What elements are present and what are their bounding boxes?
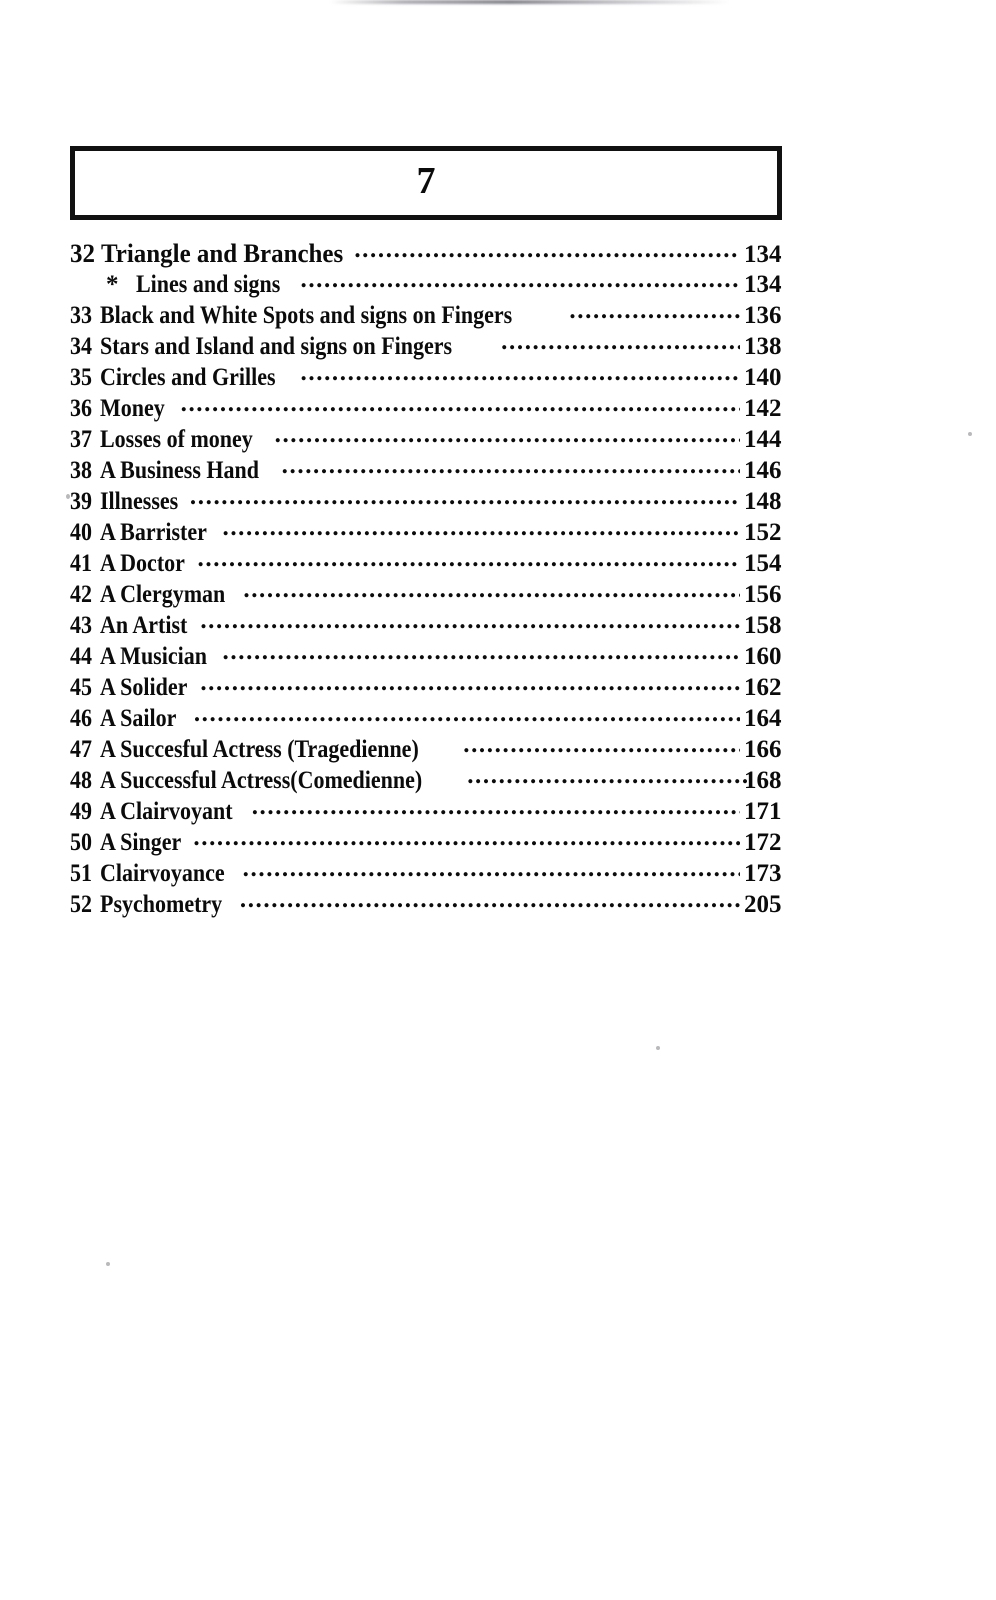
toc-entry[interactable] — [70, 732, 800, 763]
toc-entry-number: 49 — [70, 798, 92, 825]
toc-entry-page-number: 144 — [744, 426, 782, 453]
toc-entry-title: A Singer — [100, 829, 182, 856]
toc-entry-page-number: 140 — [744, 364, 782, 391]
toc-entry-title: A Business Hand — [100, 457, 259, 484]
toc-dot-leader — [222, 515, 740, 540]
toc-entry-number: 32 — [70, 239, 95, 268]
toc-dot-leader — [300, 267, 740, 292]
toc-entry-page-number: 134 — [744, 271, 782, 298]
toc-entry-title: Psychometry — [100, 891, 223, 918]
toc-entry-page-number: 160 — [744, 643, 782, 670]
toc-entry-title: Clairvoyance — [100, 860, 225, 887]
toc-entry-page-number: 138 — [744, 333, 782, 360]
scan-speck — [656, 1046, 660, 1050]
toc-dot-leader — [301, 360, 740, 385]
toc-dot-leader — [240, 887, 740, 912]
toc-dot-leader — [181, 391, 740, 416]
page-number: 7 — [416, 160, 436, 202]
toc-entry-page-number: 168 — [744, 767, 782, 794]
toc-entry-number: 48 — [70, 767, 92, 794]
toc-entry-number: 45 — [70, 674, 92, 701]
toc-dot-leader — [243, 856, 740, 881]
toc-entry-title: A Barrister — [100, 519, 207, 546]
toc-entry-number: 38 — [70, 457, 92, 484]
toc-entry-title: Circles and Grilles — [100, 364, 276, 391]
toc-entry[interactable] — [70, 422, 800, 453]
toc-dot-leader — [463, 732, 740, 757]
toc-dot-leader — [223, 639, 740, 664]
toc-entry-page-number: 134 — [744, 241, 782, 268]
toc-entry[interactable] — [70, 515, 800, 546]
toc-entry-title: Losses of money — [100, 426, 253, 453]
toc-entry-title: Illnesses — [100, 488, 179, 515]
toc-entry-page-number: 152 — [744, 519, 782, 546]
toc-entry-page-number: 142 — [744, 395, 782, 422]
toc-entry[interactable] — [70, 236, 800, 267]
toc-entry-number: 44 — [70, 643, 92, 670]
toc-entry-page-number: 173 — [744, 860, 782, 887]
scan-speck — [968, 432, 972, 436]
page-number-header-box — [70, 146, 782, 220]
toc-dot-leader — [198, 546, 741, 571]
toc-entry-page-number: 171 — [744, 798, 782, 825]
toc-entry[interactable] — [70, 546, 800, 577]
toc-entry-page-number: 164 — [744, 705, 782, 732]
toc-entry-title: A Solider — [100, 674, 188, 701]
toc-entry[interactable] — [70, 360, 800, 391]
toc-entry-number: 52 — [70, 891, 92, 918]
toc-entry-page-number: 136 — [744, 302, 782, 329]
toc-entry-number: 33 — [70, 302, 92, 329]
toc-entry-number: 41 — [70, 550, 92, 577]
toc-entry-page-number: 148 — [744, 488, 782, 515]
toc-entry-page-number: 166 — [744, 736, 782, 763]
toc-entry-title: Lines and signs — [135, 271, 280, 298]
toc-entry-page-number: 205 — [744, 891, 782, 918]
table-of-contents — [70, 236, 800, 918]
toc-dot-leader — [252, 794, 740, 819]
toc-entry-title: An Artist — [100, 612, 188, 639]
toc-entry[interactable] — [70, 608, 800, 639]
toc-entry-number: 46 — [70, 705, 92, 732]
toc-entry[interactable] — [70, 670, 800, 701]
toc-dot-leader — [194, 701, 740, 726]
toc-entry-page-number: 156 — [744, 581, 782, 608]
toc-dot-leader — [501, 329, 740, 354]
toc-entry-title: A Succesful Actress (Tragedienne) — [100, 736, 419, 763]
toc-entry[interactable] — [70, 794, 800, 825]
toc-entry[interactable] — [70, 577, 800, 608]
toc-entry-title: A Clairvoyant — [100, 798, 233, 825]
toc-entry[interactable] — [70, 856, 800, 887]
toc-entry[interactable] — [70, 887, 800, 918]
toc-entry-number: 40 — [70, 519, 92, 546]
scan-speck — [106, 1262, 110, 1266]
toc-entry-title: A Successful Actress(Comedienne) — [100, 767, 423, 794]
toc-dot-leader — [569, 298, 740, 323]
toc-entry-number: * — [106, 271, 119, 298]
toc-entry-page-number: 158 — [744, 612, 782, 639]
toc-entry[interactable] — [70, 639, 800, 670]
toc-entry[interactable] — [70, 267, 800, 298]
toc-entry-title: Triangle and Branches — [101, 239, 344, 268]
toc-entry-number: 51 — [70, 860, 92, 887]
toc-entry[interactable] — [70, 391, 800, 422]
toc-entry[interactable] — [70, 763, 800, 794]
toc-entry-page-number: 154 — [744, 550, 782, 577]
toc-dot-leader — [354, 236, 740, 262]
toc-entry-number: 42 — [70, 581, 92, 608]
toc-dot-leader — [193, 825, 740, 850]
toc-entry[interactable] — [70, 453, 800, 484]
toc-dot-leader — [190, 484, 740, 509]
toc-entry-number: 47 — [70, 736, 92, 763]
toc-entry[interactable] — [70, 701, 800, 732]
toc-entry-title: Money — [100, 395, 165, 422]
toc-entry-title: A Doctor — [100, 550, 185, 577]
toc-entry[interactable] — [70, 329, 800, 360]
toc-entry-number: 50 — [70, 829, 92, 856]
toc-entry-page-number: 146 — [744, 457, 782, 484]
toc-entry-number: 35 — [70, 364, 92, 391]
toc-entry-number: 36 — [70, 395, 92, 422]
scan-artifact-top-edge — [330, 0, 730, 4]
toc-entry-title: Stars and Island and signs on Fingers — [100, 333, 453, 360]
toc-entry[interactable] — [70, 825, 800, 856]
toc-entry-number: 43 — [70, 612, 92, 639]
toc-dot-leader — [467, 763, 748, 788]
toc-dot-leader — [200, 608, 740, 633]
toc-dot-leader — [200, 670, 740, 695]
toc-entry-title: A Clergyman — [100, 581, 226, 608]
toc-dot-leader — [243, 577, 740, 602]
toc-dot-leader — [282, 453, 740, 478]
toc-entry-title: Black and White Spots and signs on Fingers — [100, 302, 513, 329]
toc-entry[interactable] — [70, 298, 800, 329]
toc-entry-page-number: 162 — [744, 674, 782, 701]
toc-entry-page-number: 172 — [744, 829, 782, 856]
toc-entry-number: 39 — [70, 488, 92, 515]
toc-entry-number: 34 — [70, 333, 92, 360]
toc-entry-number: 37 — [70, 426, 92, 453]
toc-entry[interactable] — [70, 484, 800, 515]
toc-entry-title: A Musician — [100, 643, 207, 670]
toc-entry-title: A Sailor — [100, 705, 177, 732]
toc-dot-leader — [275, 422, 740, 447]
